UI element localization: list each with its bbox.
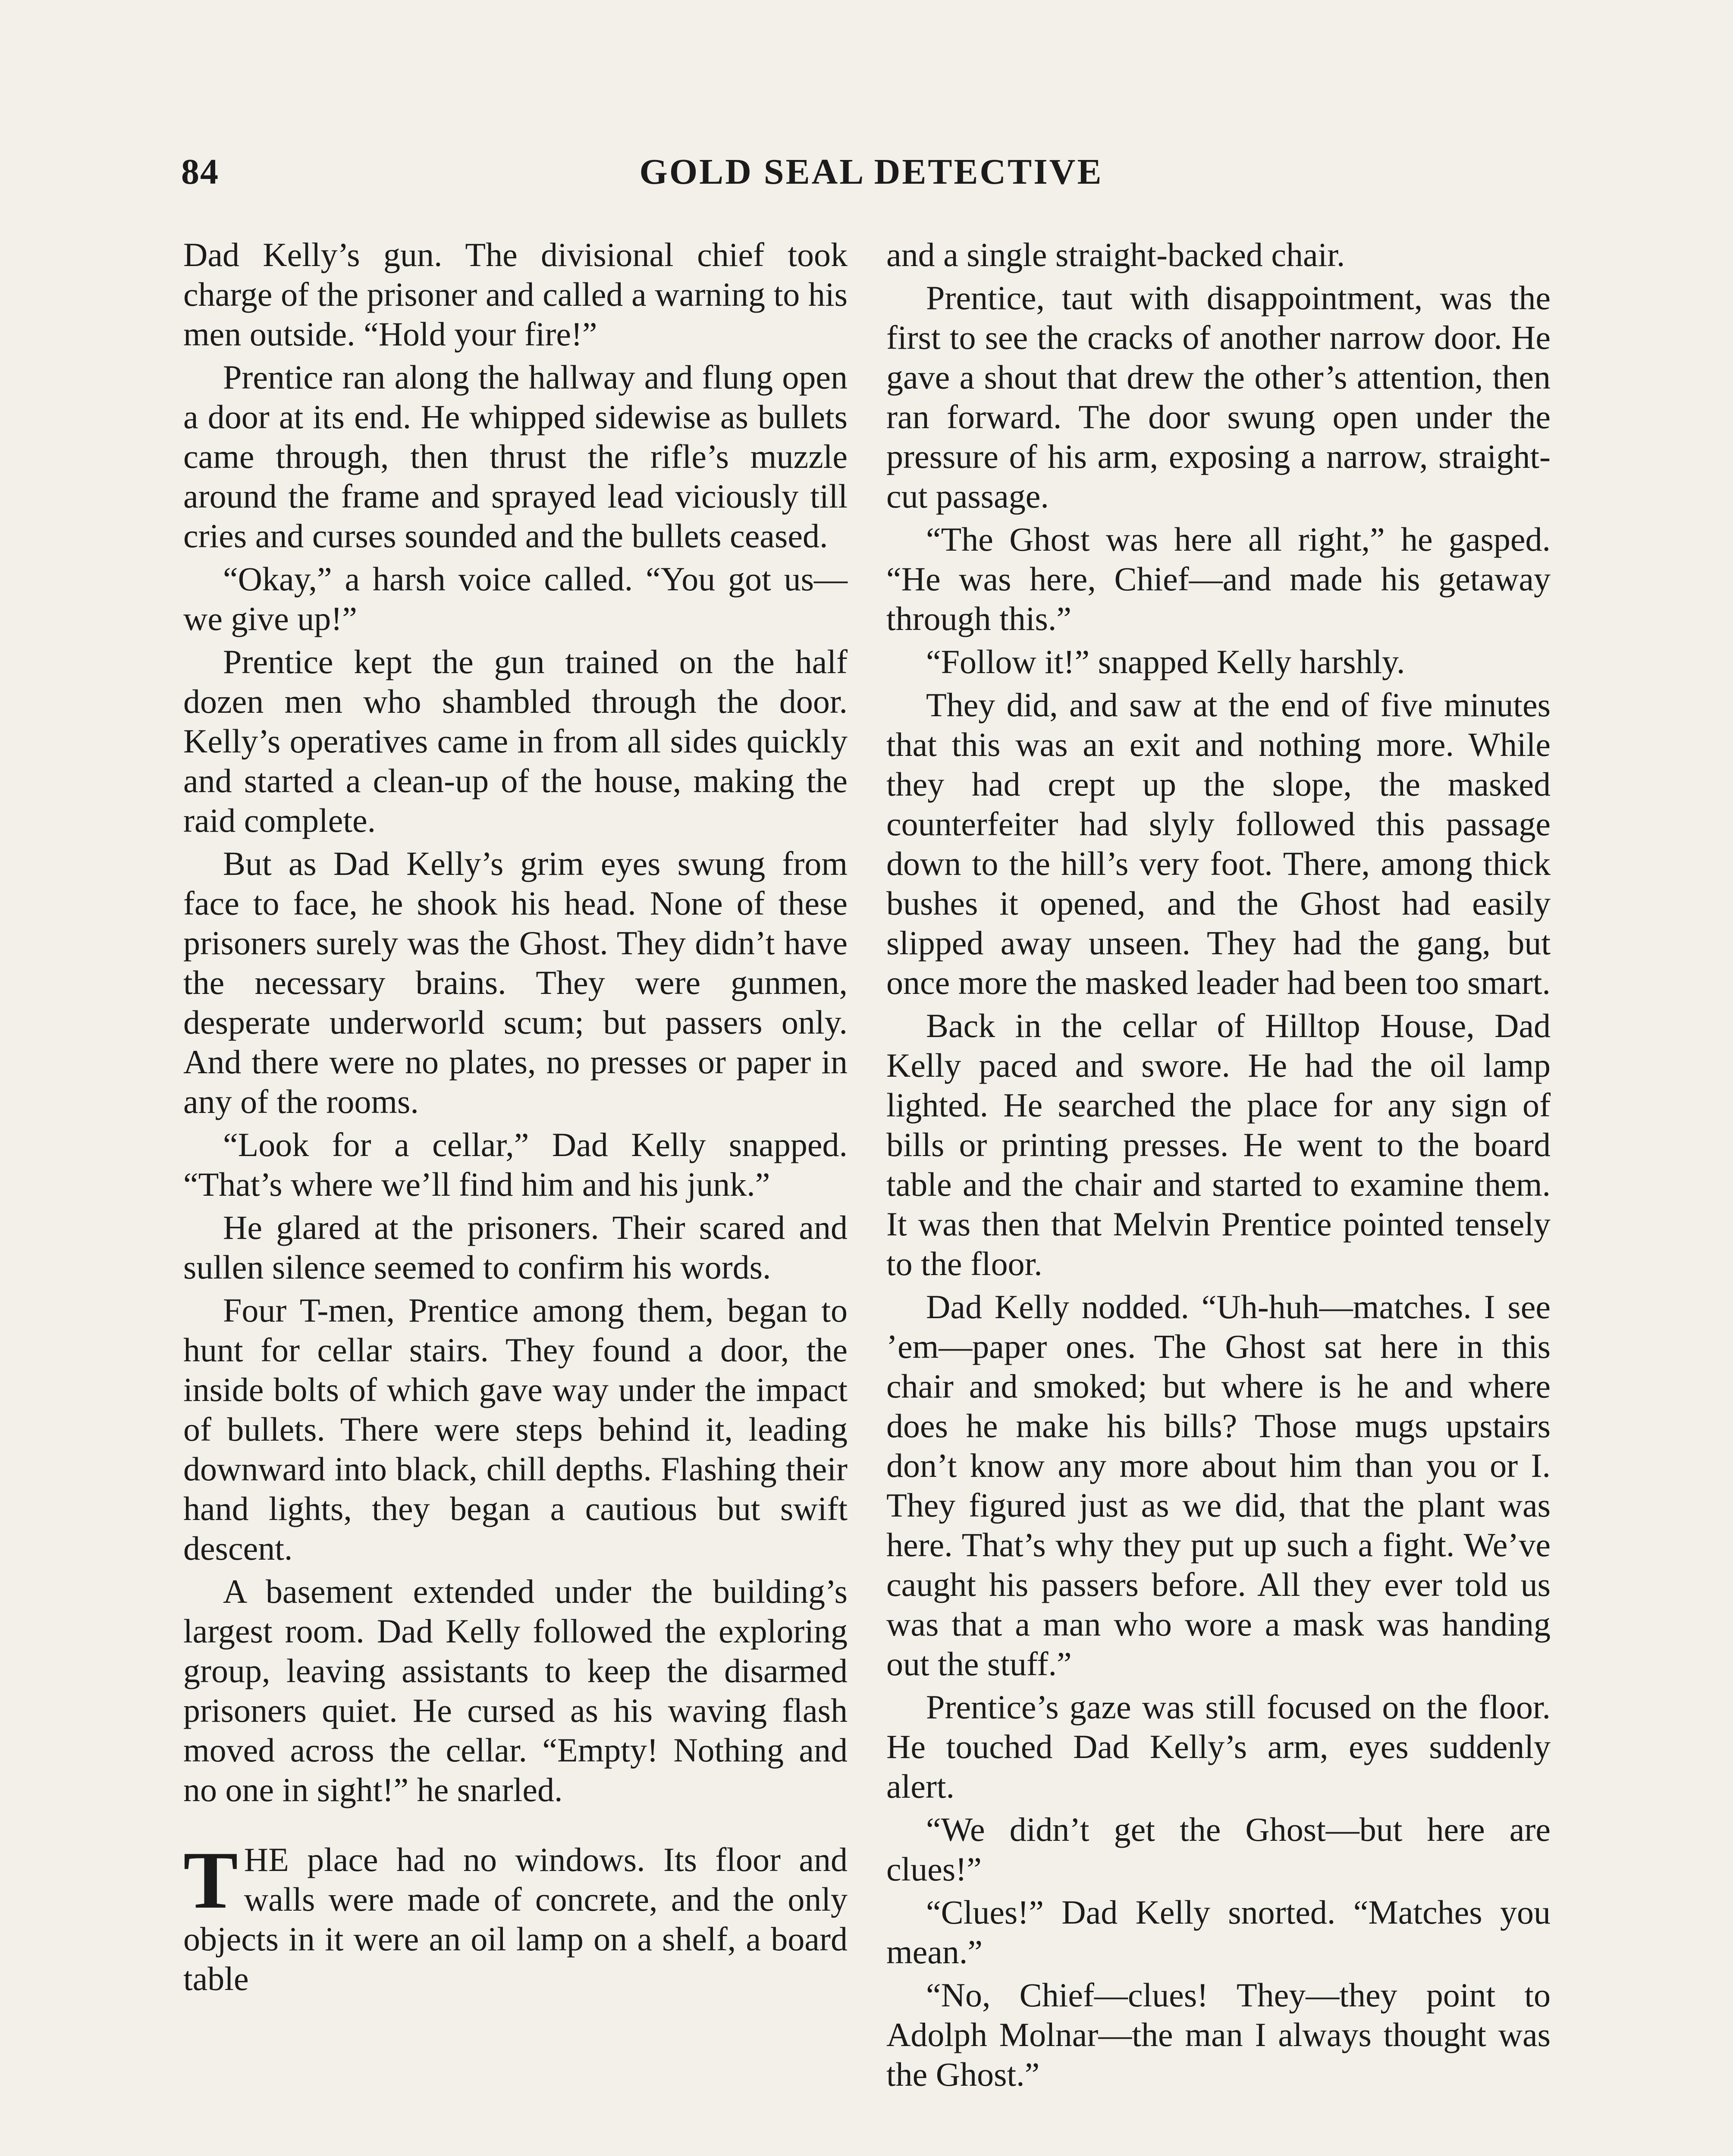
right-column bbox=[886, 235, 1551, 2098]
paragraph: Prentice ran along the hallway and flung open a door at its end. He whipped sidewise as bullets came through, then thrust the rifle’s muzzle around the frame and sprayed lead viciously till cries and curses sounded and the bullets ceased. bbox=[183, 358, 848, 555]
paragraph: Dad Kelly’s gun. The divisional chief took charge of the prisoner and called a warning to his men outside. “Hold your fire!” bbox=[183, 236, 848, 353]
running-title: GOLD SEAL DETECTIVE bbox=[639, 152, 1103, 192]
paragraph: “Okay,” a harsh voice called. “You got us—we give up!” bbox=[183, 560, 848, 637]
paragraph: “We didn’t get the Ghost—but here are clues!” bbox=[886, 1811, 1551, 1888]
paragraph: Back in the cellar of Hilltop House, Dad Kelly paced and swore. He had the oil lamp lighted. He searched the place for any sign of bills or printing presses. He went to the board table and the chair and started to examine them. It was then that Melvin Prentice pointed tensely to the floor. bbox=[886, 1007, 1551, 1282]
paragraph: and a single straight-backed chair. bbox=[886, 236, 1345, 273]
paragraph: “No, Chief—clues! They—they point to Adolph Molnar—the man I always thought was the Ghost.” bbox=[886, 1976, 1551, 2093]
paragraph: He glared at the prisoners. Their scared and sullen silence seemed to confirm his words. bbox=[183, 1209, 848, 1286]
section-opening-paragraph bbox=[183, 1835, 848, 1999]
paragraph: Prentice, taut with disappointment, was the first to see the cracks of another narrow door. He gave a shout that drew the other’s attention, then ran forward. The door swung open under the pressure of his arm, exposing a narrow, straight-cut passage. bbox=[886, 279, 1551, 515]
small-caps-lead: HE bbox=[244, 1841, 289, 1878]
section-text: place had no windows. Its floor and walls were made of concrete, and the only objects in it were an oil lamp on a shelf, a board table bbox=[183, 1841, 848, 1997]
paragraph: Prentice kept the gun trained on the half dozen men who shambled through the door. Kelly’s operatives came in from all sides quickly and started a clean-up of the house, making the raid complete. bbox=[183, 643, 848, 839]
paragraph: Dad Kelly nodded. “Uh-huh—matches. I see ’em—paper ones. The Ghost sat here in this chair and smoked; but where is he and where does he make his bills? Those mugs upstairs don’t know any more about him than you or I. They figured just as we did, that the plant was here. That’s why they put up such a fight. We’ve caught his passers before. All they ever told us was that a man who wore a mask was handing out the stuff.” bbox=[886, 1288, 1551, 1683]
paragraph: “Clues!” Dad Kelly snorted. “Matches you mean.” bbox=[886, 1893, 1551, 1971]
paragraph: Four T-men, Prentice among them, began to hunt for cellar stairs. They found a door, the inside bolts of which gave way under the impact of bullets. There were steps behind it, leading downward into black, chill depths. Flashing their hand lights, they began a cautious but swift descent. bbox=[183, 1291, 848, 1567]
paragraph: “Follow it!” snapped Kelly harshly. bbox=[926, 643, 1405, 680]
paragraph: Prentice’s gaze was still focused on the floor. He touched Dad Kelly’s arm, eyes suddenly alert. bbox=[886, 1688, 1551, 1805]
paragraph: A basement extended under the building’s largest room. Dad Kelly followed the exploring group, leaving assistants to keep the disarmed prisoners quiet. He cursed as his waving flash moved across the cellar. “Empty! Nothing and no one in sight!” he snarled. bbox=[183, 1573, 848, 1808]
drop-cap: T bbox=[183, 1835, 238, 1926]
left-column bbox=[183, 235, 848, 2002]
paragraph: But as Dad Kelly’s grim eyes swung from face to face, he shook his head. None of these prisoners surely was the Ghost. They didn’t have the necessary brains. They were gunmen, desperate underworld scum; but passers only. And there were no plates, no presses or paper in any of the rooms. bbox=[183, 845, 848, 1120]
page-number: 84 bbox=[181, 152, 219, 192]
paragraph: “The Ghost was here all right,” he gasped. “He was here, Chief—and made his getaway through this.” bbox=[886, 520, 1551, 637]
paragraph: They did, and saw at the end of five minutes that this was an exit and nothing more. While they had crept up the slope, the masked counterfeiter had slyly followed this passage down to the hill’s very foot. There, among thick bushes it opened, and the Ghost had easily slipped away unseen. They had the gang, but once more the masked leader had been too smart. bbox=[886, 686, 1551, 1001]
paragraph: “Look for a cellar,” Dad Kelly snapped. “That’s where we’ll find him and his junk.” bbox=[183, 1126, 848, 1203]
page-header bbox=[181, 151, 1561, 203]
